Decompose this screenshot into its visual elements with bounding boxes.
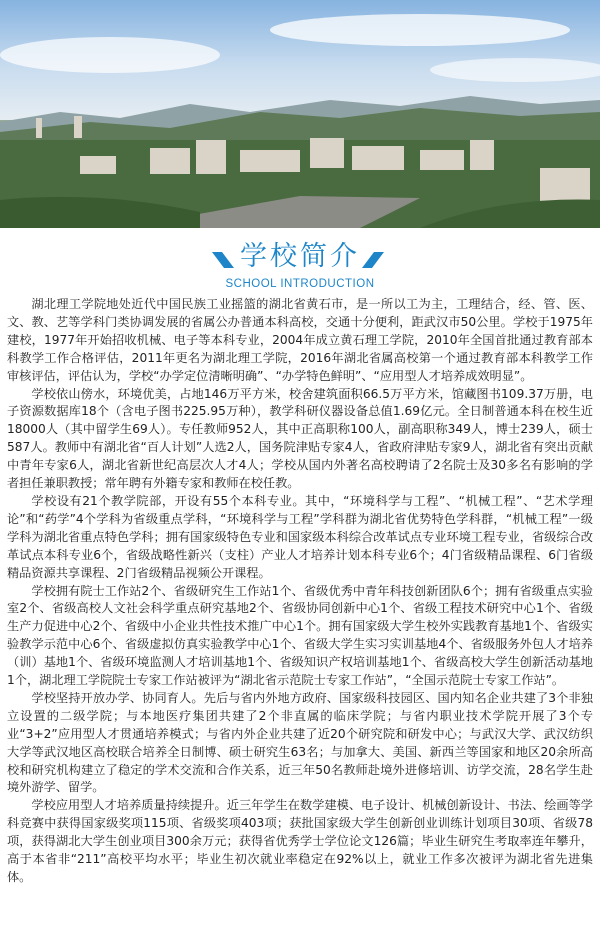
section-header [0, 240, 600, 290]
paragraph: 学校拥有院士工作站2个、省级研究生工作站1个、省级优秀中青年科技创新团队6个；拥有省级重点实验室2个、省级高校人文社会科学重点研究基地2个、省级协同创新中心1个、省级工程技术研究中心1个、省级生产力促进中心2个、省级中小企业共性技术推广中心1个。拥有国家级大学生校外实践教育基地1个、省级实验教学示范中心6个、省级虚拟仿真实验教学中心1个、省级大学生实习实训基地4个、省级服务外包人才培养（训）基地1个、省级环境监测人才培训基地1个、省级知识产权培训基地1个、省级高校大学生创新活动基地1个，湖北理工学院院士专家工作站被评为“湖北省示范院士专家工作站”，“全国示范院士专家工作站”。 [7, 583, 593, 688]
paragraph: 学校依山傍水，环境优美，占地146万平方米，校舍建筑面积66.5万平方米，馆藏图书109.37万册，电子资源数据库18个（含电子图书225.95万种），教学科研仪器设备总值1.69亿元。全日制普通本科在校生近18000人（其中留学生69人）。专任教师952人，其中正高职称100人，副高职称349人，博士239人，硕士587人。教师中有湖北省“百人计划”人选2人，国务院津贴专家4人，省政府津贴专家9人，湖北省有突出贡献中青年专家6人，湖北省新世纪高层次人才4人；学校从国内外著名高校聘请了2名院士及30多名有影响的学者担任兼职教授；常年聘有外籍专家和教师在校任教。 [7, 386, 593, 491]
campus-photo-illustration [0, 0, 600, 228]
page-subtitle: SCHOOL INTRODUCTION [225, 278, 375, 290]
paragraph: 学校应用型人才培养质量持续提升。近三年学生在数学建模、电子设计、机械创新设计、书法、绘画等学科竞赛中获得国家级奖项115项、省级奖项403项；获批国家级大学生创新创业训练计划项目30项、省级78项，获得湖北大学生创业项目300余万元；获得省优秀学士学位论文126篇；毕业生研究生考取率连年攀升，高于本省非“211”高校平均水平；毕业生初次就业率稳定在92%以上，就业工作多次被评为湖北省先进集体。 [7, 798, 593, 884]
introduction-body [7, 296, 593, 887]
paragraph: 学校设有21个教学院部，开设有55个本科专业。其中，“环境科学与工程”、“机械工程”、“艺术学理论”和“药学”4个学科为省级重点学科，“环境科学与工程”学科群为湖北省优势特色学科群，“机械工程”一级学科为湖北省重点特色学科；拥有国家级特色专业和国家级本科综合改革试点专业环境工程专业，省级综合改革试点本科专业6个，省级战略性新兴（支柱）产业人才培养计划本科专业6个；4门省级精品课程、6门省级精品资源共享课程、2门省级精品视频公开课程。 [7, 493, 593, 580]
paragraph: 学校坚持开放办学、协同育人。先后与省内外地方政府、国家级科技园区、国内知名企业共建了3个非独立设置的二级学院；与本地医疗集团共建了2个非直属的临床学院；与省内职业技术学院开展了3个专业“3+2”应用型人才贯通培养模式；与省内外企业共建了近20个研究院和研发中心；与武汉大学、武汉纺织大学等武汉地区高校联合培养全日制博、硕士研究生63名；与加拿大、美国、新西兰等国家和地区20余所高校和研究机构建立了稳定的学术交流和合作关系，近三年50名教师赴境外进修培训、访学交流，28名学生赴境外游学、留学。 [7, 690, 593, 795]
title-decoration-left [212, 252, 234, 268]
paragraph: 湖北理工学院地处近代中国民族工业摇篮的湖北省黄石市，是一所以工为主，工理结合，经、管、医、文、教、艺等学科门类协调发展的省属公办普通本科高校，交通十分便利，距武汉市50公里。学校于1975年建校，1977年开始招收机械、电子等本科专业，2004年成立黄石理工学院，2010年全国首批通过教育部本科教学工作合格评估，2011年更名为湖北理工学院，2016年湖北省属高校第一个通过教育部本科教学工作审核评估，评估认为，学校“办学定位清晰明确”、“办学特色鲜明”、“应用型人才培养成效明显”。 [7, 297, 593, 383]
page-title: 学校简介 [240, 241, 360, 272]
title-decoration-right [362, 252, 384, 268]
campus-aerial-photo [0, 0, 600, 228]
